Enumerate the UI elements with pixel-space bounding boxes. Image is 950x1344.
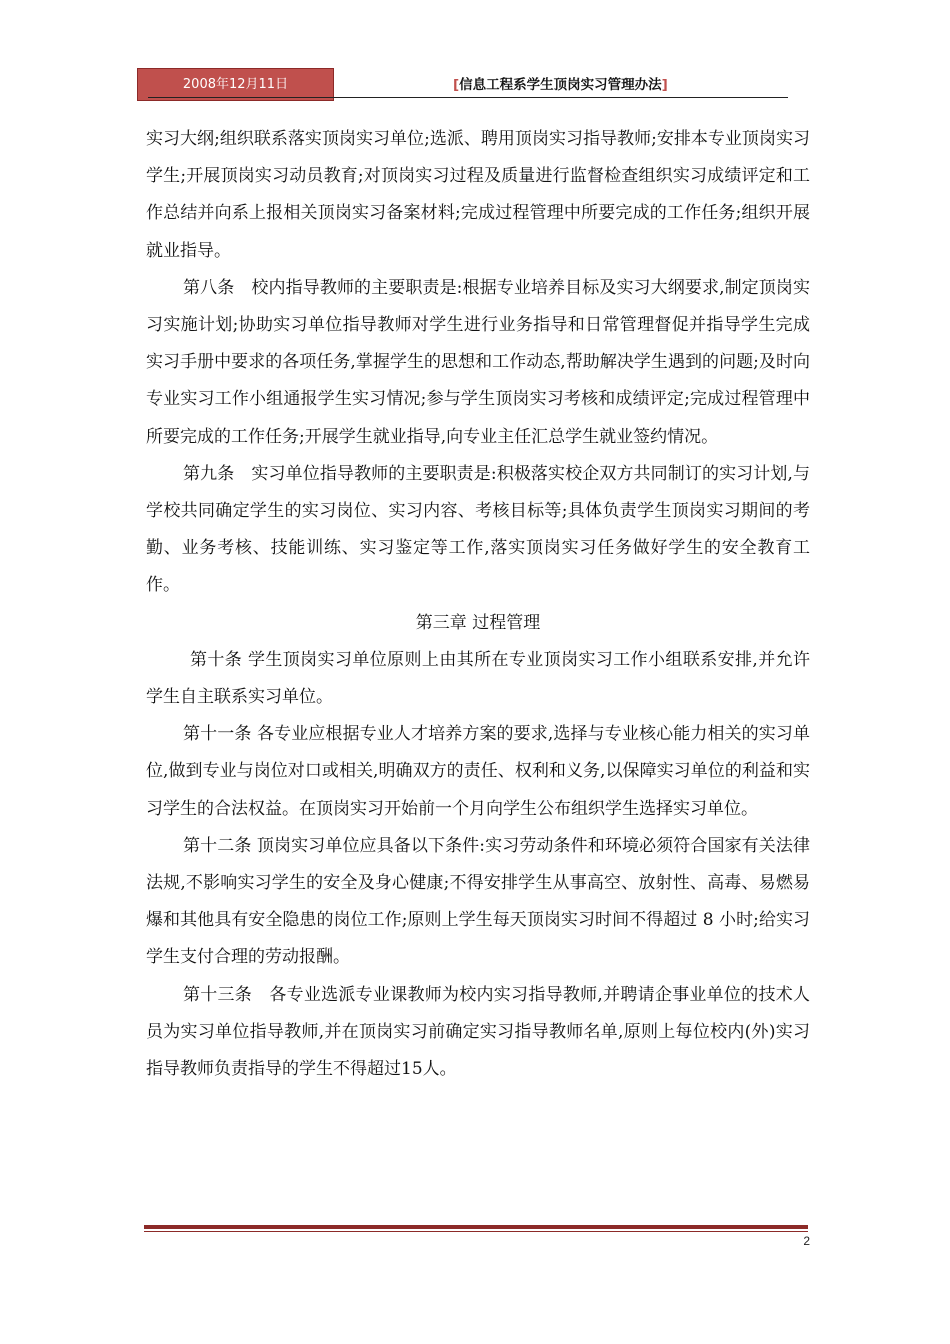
article-12: 第十二条 顶岗实习单位应具备以下条件:实习劳动条件和环境必须符合国家有关法律法规,不影响实习学生的安全及身心健康;不得安排学生从事高空、放射性、高毒、易燃易爆和其他具有安全隐患的岗位工作;原则上学生每天顶岗实习时间不得超过 8 小时;给实习学生支付合理的劳动报酬。 [146, 835, 810, 968]
article-10: 第十条 学生顶岗实习单位原则上由其所在专业顶岗实习工作小组联系安排,并允许学生自主联系实习单位。 [146, 649, 810, 708]
header-date: 2008年12月11日 [137, 68, 334, 101]
page-number: 2 [803, 1234, 810, 1248]
chapter-heading: 第三章 过程管理 [415, 612, 541, 633]
footer-rule-thin [144, 1231, 808, 1232]
paragraph-continued: 实习大纲;组织联系落实顶岗实习单位;选派、聘用顶岗实习指导教师;安排本专业顶岗实习学生;开展顶岗实习动员教育;对顶岗实习过程及质量进行监督检查组织实习成绩评定和工作总结并向系上报相关顶岗实习备案材料;完成过程管理中所要完成的工作任务;组织开展就业指导。 [146, 129, 810, 261]
header-rule [148, 97, 788, 98]
title-text: 信息工程系学生顶岗实习管理办法 [459, 77, 662, 93]
title-bracket-close: ] [661, 77, 668, 93]
article-9: 第九条 实习单位指导教师的主要职责是:积极落实校企双方共同制订的实习计划,与学校共同确定学生的实习岗位、实习内容、考核目标等;具体负责学生顶岗实习期间的考勤、业务考核、技能训练、实习鉴定等工作,落实顶岗实习任务做好学生的安全教育工作。 [146, 463, 810, 596]
footer-rule-thick [144, 1225, 808, 1229]
title-bracket-open: [ [453, 77, 460, 93]
article-13: 第十三条 各专业选派专业课教师为校内实习指导教师,并聘请企事业单位的技术人员为实习单位指导教师,并在顶岗实习前确定实习指导教师名单,原则上每位校内(外)实习指导教师负责指导的学生不得超过15人。 [146, 984, 810, 1080]
article-11: 第十一条 各专业应根据专业人才培养方案的要求,选择与专业核心能力相关的实习单位,做到专业与岗位对口或相关,明确双方的责任、权利和义务,以保障实习单位的利益和实习学生的合法权益。在顶岗实习开始前一个月向学生公布组织学生选择实习单位。 [146, 724, 810, 819]
document-title [453, 73, 668, 93]
article-8: 第八条 校内指导教师的主要职责是:根据专业培养目标及实习大纲要求,制定顶岗实习实施计划;协助实习单位指导教师对学生进行业务指导和日常管理督促并指导学生完成实习手册中要求的各项任务,掌握学生的思想和工作动态,帮助解决学生遇到的问题;及时向专业实习工作小组通报学生实习情况;参与学生顶岗实习考核和成绩评定;完成过程管理中所要完成的工作任务;开展学生就业指导,向专业主任汇总学生就业签约情况。 [146, 277, 810, 447]
document-body [146, 121, 810, 1088]
